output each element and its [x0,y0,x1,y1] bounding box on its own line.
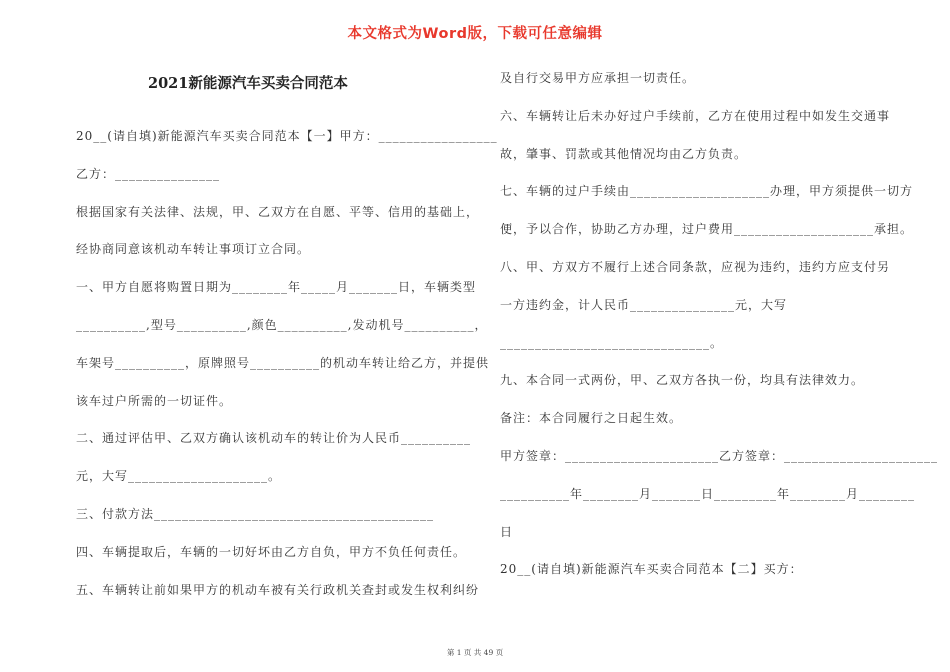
contract-line: 车架号__________，原牌照号__________的机动车转让给乙方，并提供 [76,355,490,370]
contract-line: 经协商同意该机动车转让事项订立合同。 [76,242,311,257]
signature-line: 甲方签章：______________________乙方签章：______________________ [500,448,939,463]
contract-line: __________,型号__________,颜色__________,发动机号__________， [76,317,488,332]
date-line: __________年________月_______日_________年________月________ [500,486,916,501]
contract-line: 一、甲方自愿将购置日期为________年_____月_______日，车辆类型 [76,280,477,295]
page-number: 第 1 页 共 49 页 [446,648,504,657]
right-column [500,68,938,597]
left-column [76,126,498,617]
contract-line: 便，予以合作，协助乙方办理，过户费用____________________承担。 [500,222,914,237]
contract-line: 及自行交易甲方应承担一切责任。 [500,71,696,85]
editable-notice-banner: 本文格式为Word版，下载可任意编辑 [347,26,603,42]
contract-line: 三、付款方法________________________________________ [76,506,435,521]
contract-line: 二、通过评估甲、乙双方确认该机动车的转让价为人民币__________ [76,431,472,446]
contract-line: ______________________________。 [500,335,724,350]
contract-line: 该车过户所需的一切证件。 [76,393,233,408]
contract-line: 五、车辆转让前如果甲方的机动车被有关行政机关查封或发生权利纠纷 [76,582,480,597]
contract-line: 七、车辆的过户手续由____________________办理，甲方须提供一切方 [500,184,914,199]
contract-line: 六、车辆转让后未办好过户手续前，乙方在使用过程中如发生交通事 [500,108,891,123]
contract-line: 根据国家有关法律、法规，甲、乙双方在自愿、平等、信用的基础上， [76,204,480,219]
contract-line: 乙方：_______________ [76,166,221,181]
contract-line: 20__(请自填)新能源汽车买卖合同范本【一】甲方：_________________ [76,129,498,143]
contract-line: 20__(请自填)新能源汽车买卖合同范本【二】买方： [500,562,803,577]
contract-line: 备注：本合同履行之日起生效。 [500,411,683,426]
contract-line: 八、甲、方双方不履行上述合同条款，应视为违约，违约方应支付另 [500,259,891,274]
contract-line: 四、车辆提取后，车辆的一切好坏由乙方自负，甲方不负任何责任。 [76,544,467,559]
contract-line: 九、本合同一式两份，甲、乙双方各执一份，均具有法律效力。 [500,373,865,388]
date-line: 日 [500,524,514,539]
document-title: 2021新能源汽车买卖合同范本 [148,75,348,92]
contract-line: 故，肇事、罚款或其他情况均由乙方负责。 [500,146,748,161]
contract-line: 元，大写____________________。 [76,469,282,484]
contract-line: 一方违约金，计人民币_______________元，大写 [500,297,788,312]
